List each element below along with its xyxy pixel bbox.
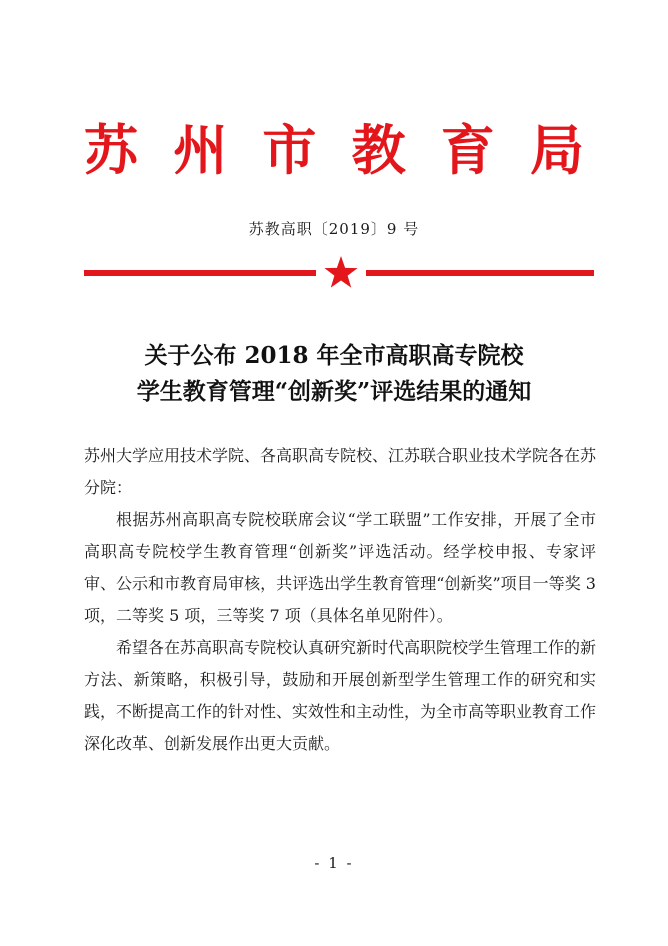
- masthead-title: [84, 114, 584, 186]
- star-icon: [324, 256, 357, 288]
- page-number: - 1 -: [314, 854, 354, 872]
- paragraph-2: 希望各在苏高职高专院校认真研究新时代高职院校学生管理工作的新方法、新策略，积极引导，鼓励和开展创新型学生管理工作的研究和实践，不断提高工作的针对性、实效性和主动性，为全市高等职业教育工作深化改革、创新发展作出更大贡献。: [84, 638, 597, 753]
- masthead-char: 市: [262, 118, 317, 182]
- title-line-2: 学生教育管理“创新奖”评选结果的通知: [136, 378, 532, 405]
- masthead-char: 教: [351, 118, 406, 182]
- recipients: 苏州大学应用技术学院、各高职高专院校、江苏联合职业技术学院各在苏分院：: [84, 446, 597, 497]
- document-number: 苏教高职〔2019〕9 号: [248, 220, 420, 238]
- divider-left-line: [84, 270, 316, 276]
- masthead-char: 局: [529, 118, 584, 182]
- notice-title: [0, 338, 668, 410]
- paragraph-1: 根据苏州高职高专院校联席会议“学工联盟”工作安排，开展了全市高职高专院校学生教育管理“创新奖”评选活动。经学校申报、专家评审、公示和市教育局审核，共评选出学生教育管理“创新奖”项目一等奖 3 项，二等奖 5 项，三等奖 7 项（具体名单见附件）。: [84, 510, 596, 625]
- masthead-char: 育: [440, 118, 495, 182]
- masthead-char: 苏: [84, 118, 138, 182]
- notice-body: [84, 440, 596, 760]
- red-divider: [84, 255, 594, 291]
- masthead-char: 州: [173, 118, 228, 182]
- divider-right-line: [366, 270, 594, 276]
- title-line-1: 关于公布 2018 年全市高职高专院校: [144, 342, 524, 369]
